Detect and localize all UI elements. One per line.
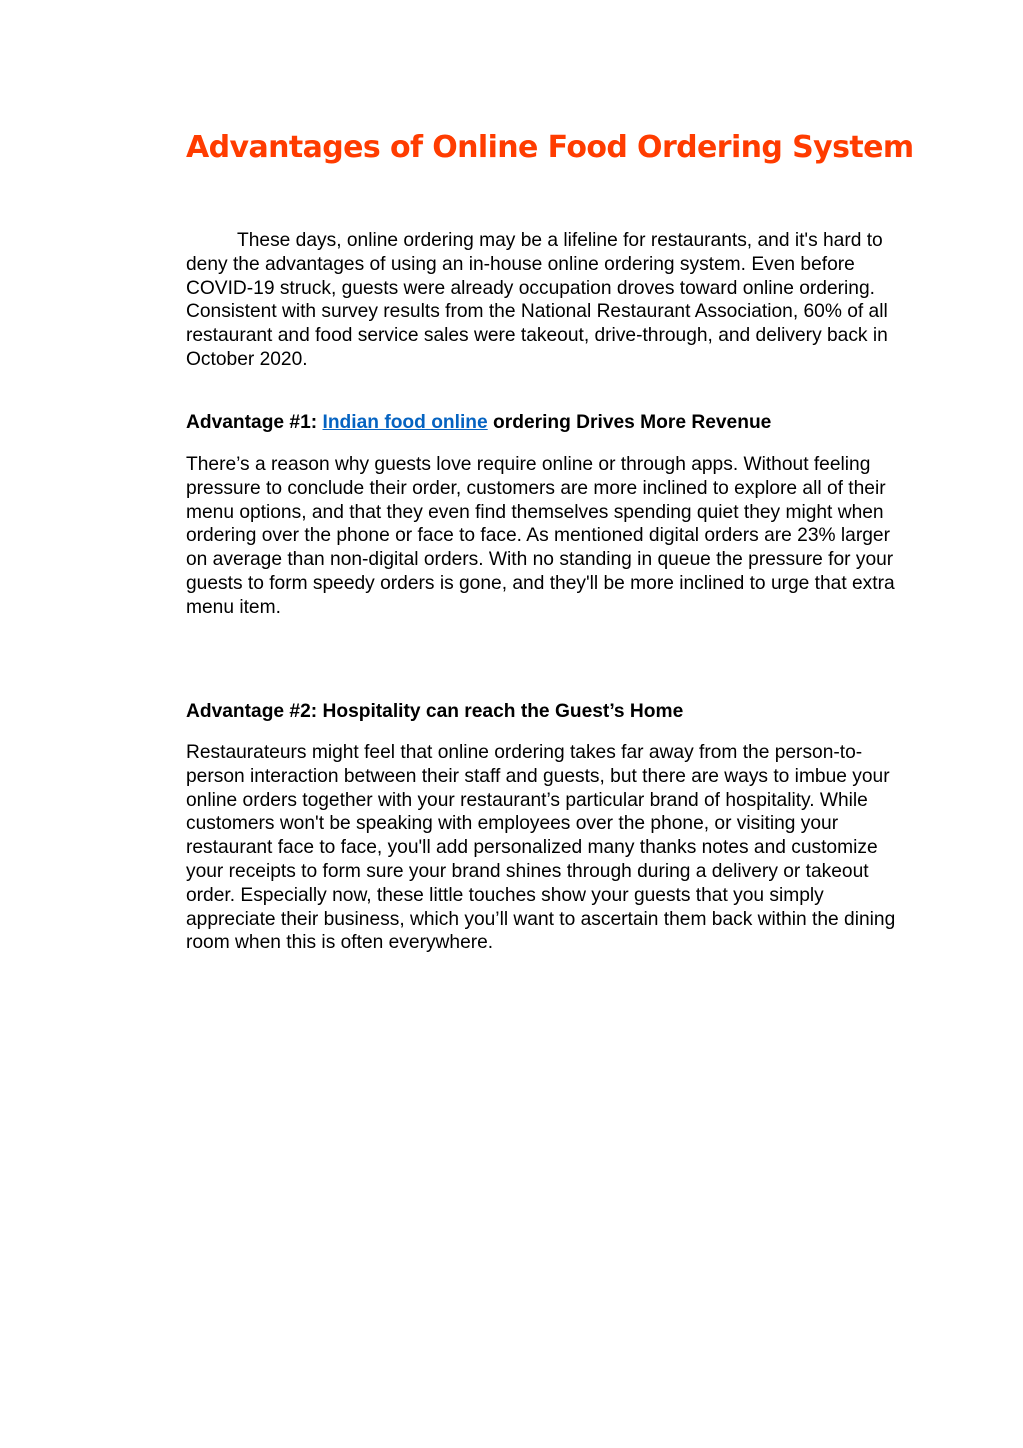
indian-food-online-link[interactable]: Indian food online — [322, 412, 488, 433]
advantage-1-heading-prefix: Advantage #1: — [186, 412, 323, 433]
advantage-1-heading — [186, 411, 906, 435]
advantage-1-heading-suffix: ordering Drives More Revenue — [487, 412, 772, 433]
advantage-2-paragraph: Restaurateurs might feel that online ordering takes far away from the person-to-person interaction between their staff and guests, but there are ways to imbue your online orders together with your restaurant’s particular brand of hospitality. While customers won't be speaking with employees over the phone, or visiting your restaurant face to face, you'll add personalized many thanks notes and customize your receipts to form sure your brand shines through during a delivery or takeout order. Especially now, these little touches show your guests that you simply appreciate their business, which you’ll want to ascertain them back within the dining room when this is often everywhere. — [186, 742, 896, 954]
page-title: Advantages of Online Food Ordering System — [186, 130, 914, 165]
advantage-1-paragraph: There’s a reason why guests love require online or through apps. Without feeling pressure to conclude their order, customers are more inclined to explore all of their menu options, and that they even find themselves spending quiet they might when ordering over the phone or face to face. As mentioned digital orders are 23% larger on average than non-digital orders. With no standing in queue the pressure for your guests to form speedy orders is gone, and they'll be more inclined to urge that extra menu item. — [186, 454, 895, 618]
intro-paragraph: These days, online ordering may be a lifeline for restaurants, and it's hard to deny the advantages of using an in-house online ordering system. Even before COVID-19 struck, guests were already occupation droves toward online ordering. Consistent with survey results from the National Restaurant Association, 60% of all restaurant and food service sales were takeout, drive-through, and delivery back in October 2020. — [186, 230, 888, 370]
advantage-2-heading: Advantage #2: Hospitality can reach the Guest’s Home — [186, 701, 684, 722]
